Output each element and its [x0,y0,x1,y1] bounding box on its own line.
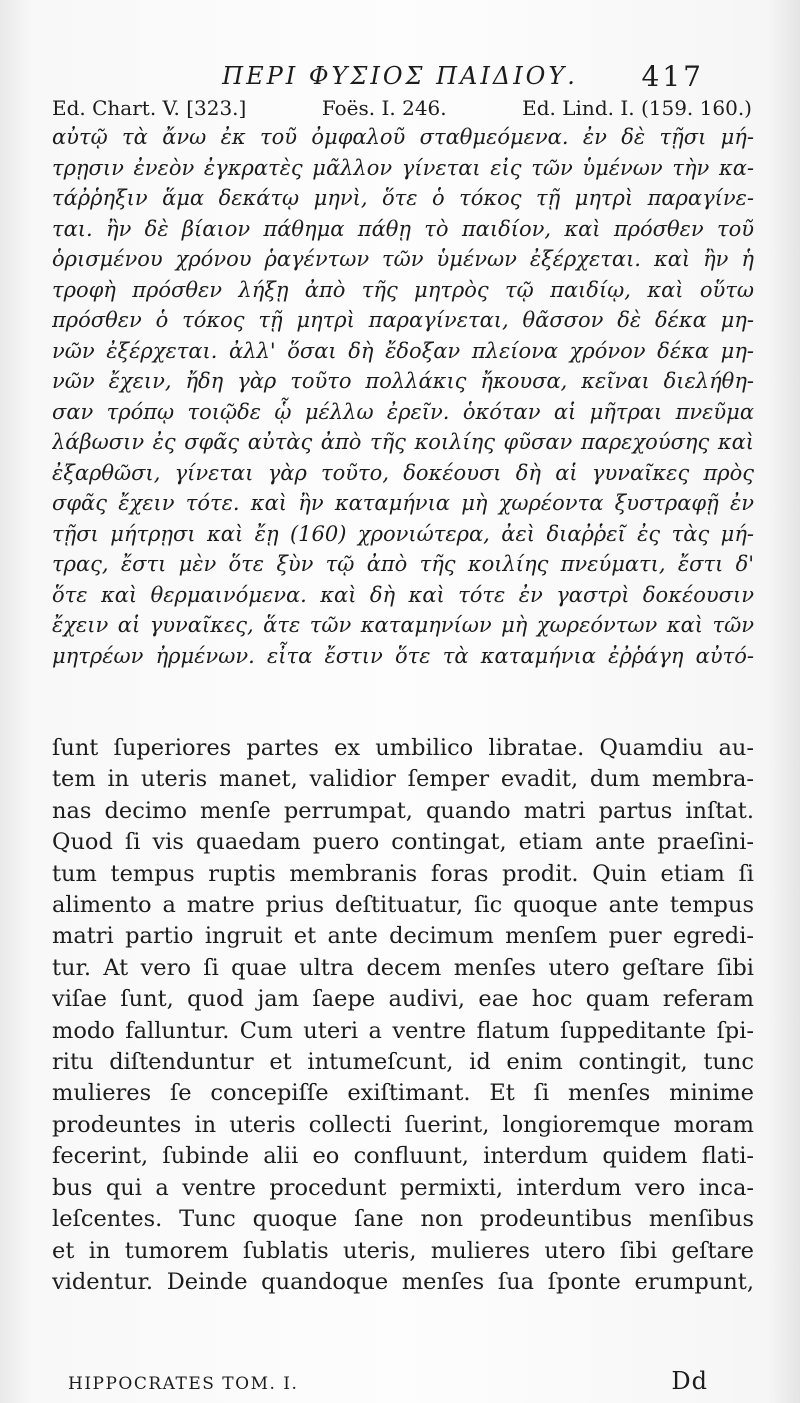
latin-text-line: nas decimo menſe perrumpat, quando matri partus inſtat. [52,797,754,824]
latin-text-line: mulieres ſe concepiſſe exiſtimant. Et ſi menſes minime [52,1080,754,1107]
greek-text-block [52,122,754,671]
greek-text-line: αὐτῷ τὰ ἄνω ἐκ τοῦ ὀμφαλοῦ σταθμεόμενα. ἐν δὲ τῇσι μή- [52,125,754,149]
latin-text-line: videntur. Deinde quandoque menſes ſua ſponte erumpunt, [52,1268,754,1295]
greek-text-line: πρόσθεν ὁ τόκος τῇ μητρὶ παραγίνεται, θᾶσσον δὲ δέκα μη- [52,308,754,332]
linden-edition-ref: Ed. Lind. I. (159. 160.) [522,96,752,120]
chartier-edition-ref: Ed. Chart. V. [323.] [52,96,247,120]
greek-text-line: μητρέων ἠρμένων. εἶτα ἔστιν ὅτε τὰ καταμήνια ἐῤῥάγη αὐτό- [52,643,754,668]
edition-references [52,96,752,120]
latin-text-line: leſcentes. Tunc quoque ſane non prodeuntibus menſibus [52,1206,754,1233]
latin-text-line: tur. At vero ſi quae ultra decem menſes utero geſtare ſibi [52,954,754,981]
gathering-mark: Dd [671,1367,708,1395]
latin-text-line: bus qui a ventre procedunt permixti, interdum vero inca- [52,1174,754,1201]
latin-translation-block [52,733,754,1298]
greek-text-line: λάβωσιν ἐς σφᾶς αὐτὰς ἀπὸ τῆς κοιλίης φῦσαν παρεχούσης καὶ [52,430,754,454]
greek-text-line: τροφὴ πρόσθεν λήξῃ ἀπὸ τῆς μητρὸς τῷ παιδίῳ, καὶ οὕτω [52,277,754,302]
greek-text-line: ὁρισμένου χρόνου ῥαγέντων τῶν ὑμένων ἐξέρχεται. καὶ ἢν ἡ [52,247,754,271]
greek-text-line: τρῃσιν ἐνεὸν ἐγκρατὲς μᾶλλον γίνεται εἰς τῶν ὑμένων τὴν κα- [52,155,754,180]
running-title: ΠΕΡΙ ΦΥΣΙΟΣ ΠΑΙΔΙΟΥ. [222,62,578,90]
latin-text-line: fecerint, ſubinde alii eo confluunt, interdum quidem flati- [52,1143,754,1170]
running-head [0,62,800,94]
greek-text-line: τρας, ἔστι μὲν ὅτε ξὺν τῷ ἀπὸ τῆς κοιλίης πνεύματι, ἔστι δ' [52,552,754,576]
greek-text-line: σαν τρόπῳ τοιῷδε ᾧ μέλλω ἐρεῖν. ὁκόταν αἱ μῆτραι πνεῦμα [52,399,754,424]
latin-text-line: tum tempus ruptis membranis foras prodit. Quin etiam ſi [52,860,754,887]
greek-text-line: ται. ἢν δὲ βίαιον πάθημα πάθῃ τὸ παιδίον, καὶ πρόσθεν τοῦ [52,216,754,241]
greek-text-line: νῶν ἐξέρχεται. ἀλλ' ὅσαι δὴ ἔδοξαν πλείονα χρόνον δέκα μη- [52,338,754,363]
page-number: 417 [641,60,704,93]
page-footer [68,1367,708,1397]
latin-text-line: ritu diſtenduntur et intumeſcunt, id enim contingit, tunc [52,1049,754,1076]
latin-text-line: matri partio ingruit et ante decimum menſem puer egredi- [52,923,754,950]
greek-text-line: νῶν ἔχειν, ἤδη γὰρ τοῦτο πολλάκις ἤκουσα, κεῖναι διελήθη- [52,369,754,393]
latin-text-line: ſunt ſuperiores partes ex umbilico libratae. Quamdiu au- [52,735,754,761]
latin-text-line: et in tumorem ſublatis uteris, mulieres utero ſibi geſtare [52,1237,754,1264]
latin-text-line: alimento a matre prius deſtituatur, ſic quoque ante tempus [52,892,754,919]
greek-text-line: τάῤῥηξιν ἅμα δεκάτῳ μηνὶ, ὅτε ὁ τόκος τῇ μητρὶ παραγίνε- [52,186,754,210]
greek-text-line: τῇσι μήτρῃσι καὶ ἔῃ (160) χρονιώτερα, ἀεὶ διαῤῥεῖ ἐς τὰς μή- [52,521,754,546]
greek-text-line: ἔχειν αἱ γυναῖκες, ἅτε τῶν καταμηνίων μὴ χωρεόντων καὶ τῶν [52,613,754,637]
greek-text-line: σφᾶς ἔχειν τότε. καὶ ἢν καταμήνια μὴ χωρέοντα ξυστραφῇ ἐν [52,491,754,515]
latin-text-line: tem in uteris manet, validior ſemper evadit, dum membra- [52,766,754,793]
latin-text-line: modo falluntur. Cum uteri a ventre flatum ſuppeditante ſpi- [52,1017,754,1044]
foes-edition-ref: Foës. I. 246. [321,96,447,120]
latin-text-line: Quod ſi vis quaedam puero contingat, etiam ante praeſini- [52,829,754,856]
latin-text-line: viſae ſunt, quod jam ſaepe audivi, eae hoc quam referam [52,986,754,1013]
greek-text-line: ὅτε καὶ θερμαινόμενα. καὶ δὴ καὶ τότε ἐν γαστρὶ δοκέουσιν [52,582,754,607]
latin-text-line: prodeuntes in uteris collecti ſuerint, longioremque moram [52,1111,754,1138]
greek-text-line: ἐξαρθῶσι, γίνεται γὰρ τοῦτο, δοκέουσι δὴ αἱ γυναῖκες πρὸς [52,460,754,485]
signature-line: HIPPOCRATES TOM. I. [68,1374,299,1394]
